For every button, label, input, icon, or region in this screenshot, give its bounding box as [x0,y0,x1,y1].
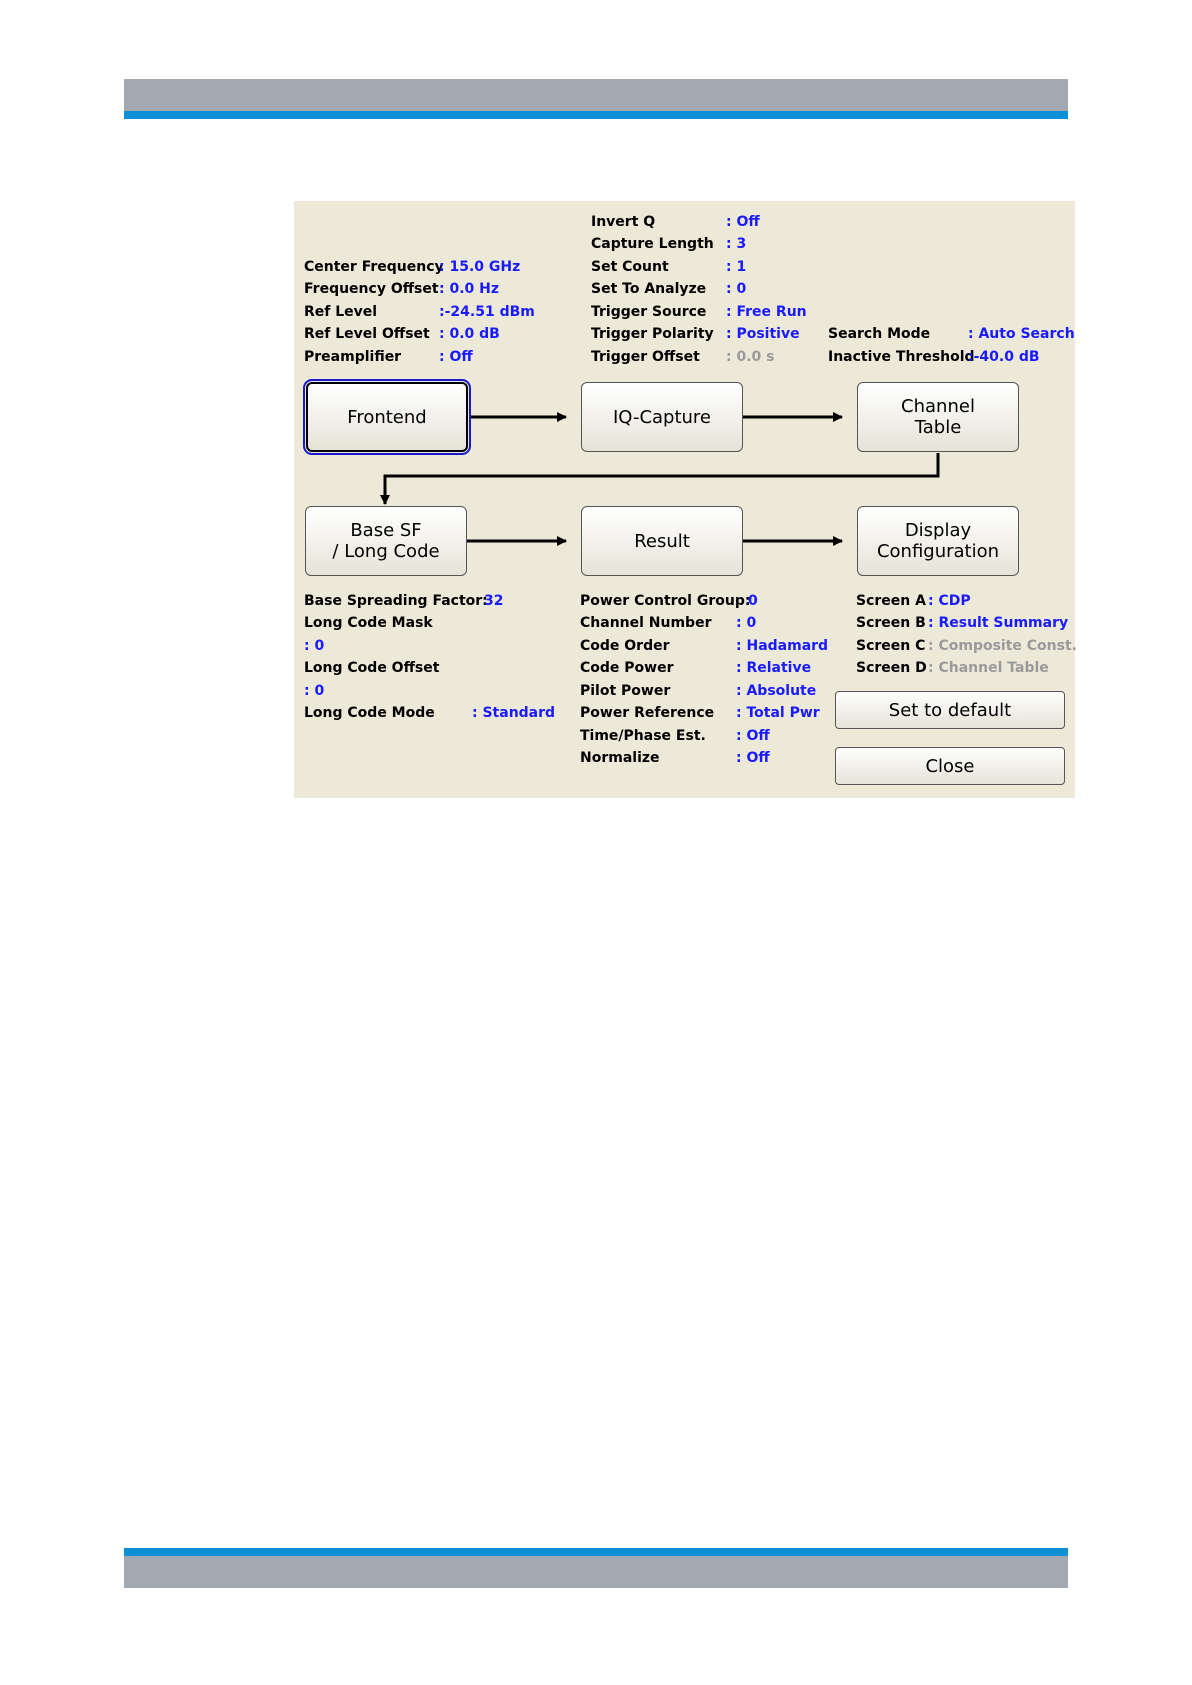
invert-q-label: Invert Q [591,214,656,230]
trigger-offset-value: : 0.0 s [726,349,775,365]
page-header-bar [124,79,1068,111]
close-button[interactable]: Close [835,747,1065,785]
set-count-label: Set Count [591,259,669,275]
channel-table-button[interactable]: Channel Table [857,382,1019,452]
long-code-mask-value: : 0 [304,638,325,654]
frequency-offset-value: : 0.0 Hz [439,281,500,297]
channel-number-label: Channel Number [580,615,712,631]
power-control-group-value: 0 [748,593,758,609]
ref-level-value: :-24.51 dBm [439,304,535,320]
set-to-default-button[interactable]: Set to default [835,691,1065,729]
set-to-analyze-value: : 0 [726,281,747,297]
inactive-threshold-label: Inactive Threshold [828,349,975,365]
trigger-source-label: Trigger Source [591,304,707,320]
screen-d-label: Screen D [856,660,927,676]
page-footer-accent [124,1548,1068,1556]
center-frequency-label: Center Frequency [304,259,444,275]
preamplifier-value: : Off [439,349,473,365]
time-phase-est-label: Time/Phase Est. [580,728,706,744]
ref-level-offset-value: : 0.0 dB [439,326,500,342]
search-mode-value: : Auto Search [968,326,1075,342]
base-spreading-factor-label: Base Spreading Factor: [304,593,488,609]
long-code-mask-label: Long Code Mask [304,615,433,631]
screen-b-label: Screen B [856,615,926,631]
power-reference-label: Power Reference [580,705,715,721]
display-configuration-button[interactable]: Display Configuration [857,506,1019,576]
search-mode-label: Search Mode [828,326,931,342]
iq-capture-button[interactable]: IQ-Capture [581,382,743,452]
result-button[interactable]: Result [581,506,743,576]
invert-q-value: : Off [726,214,760,230]
normalize-value: : Off [736,750,770,766]
trigger-offset-label: Trigger Offset [591,349,700,365]
trigger-polarity-label: Trigger Polarity [591,326,714,342]
screen-d-value: : Channel Table [928,660,1049,676]
screen-c-value: : Composite Const. [928,638,1077,654]
set-to-analyze-label: Set To Analyze [591,281,707,297]
power-reference-value: : Total Pwr [736,705,820,721]
base-spreading-factor-value: 32 [484,593,504,609]
ref-level-label: Ref Level [304,304,378,320]
long-code-offset-value: : 0 [304,683,325,699]
screen-c-label: Screen C [856,638,926,654]
preamplifier-label: Preamplifier [304,349,402,365]
trigger-polarity-value: : Positive [726,326,800,342]
long-code-mode-value: : Standard [472,705,556,721]
channel-number-value: : 0 [736,615,757,631]
page-header-accent [124,111,1068,119]
set-count-value: : 1 [726,259,747,275]
screen-a-value: : CDP [928,593,971,609]
pilot-power-label: Pilot Power [580,683,671,699]
long-code-mode-label: Long Code Mode [304,705,435,721]
frontend-button[interactable]: Frontend [306,382,468,452]
code-order-label: Code Order [580,638,670,654]
frequency-offset-label: Frequency Offset [304,281,439,297]
center-frequency-value: : 15.0 GHz [439,259,521,275]
ref-level-offset-label: Ref Level Offset [304,326,430,342]
trigger-source-value: : Free Run [726,304,807,320]
long-code-offset-label: Long Code Offset [304,660,440,676]
page-footer-bar [124,1556,1068,1588]
arrow-channel-to-basesf [385,453,938,504]
capture-length-label: Capture Length [591,236,714,252]
base-sf-long-code-button[interactable]: Base SF / Long Code [305,506,467,576]
code-power-label: Code Power [580,660,674,676]
code-order-value: : Hadamard [736,638,829,654]
time-phase-est-value: : Off [736,728,770,744]
screen-b-value: : Result Summary [928,615,1069,631]
power-control-group-label: Power Control Group: [580,593,751,609]
screen-a-label: Screen A [856,593,926,609]
normalize-label: Normalize [580,750,660,766]
overview-dialog [294,201,1075,798]
inactive-threshold-value: :-40.0 dB [968,349,1040,365]
code-power-value: : Relative [736,660,812,676]
pilot-power-value: : Absolute [736,683,817,699]
capture-length-value: : 3 [726,236,747,252]
